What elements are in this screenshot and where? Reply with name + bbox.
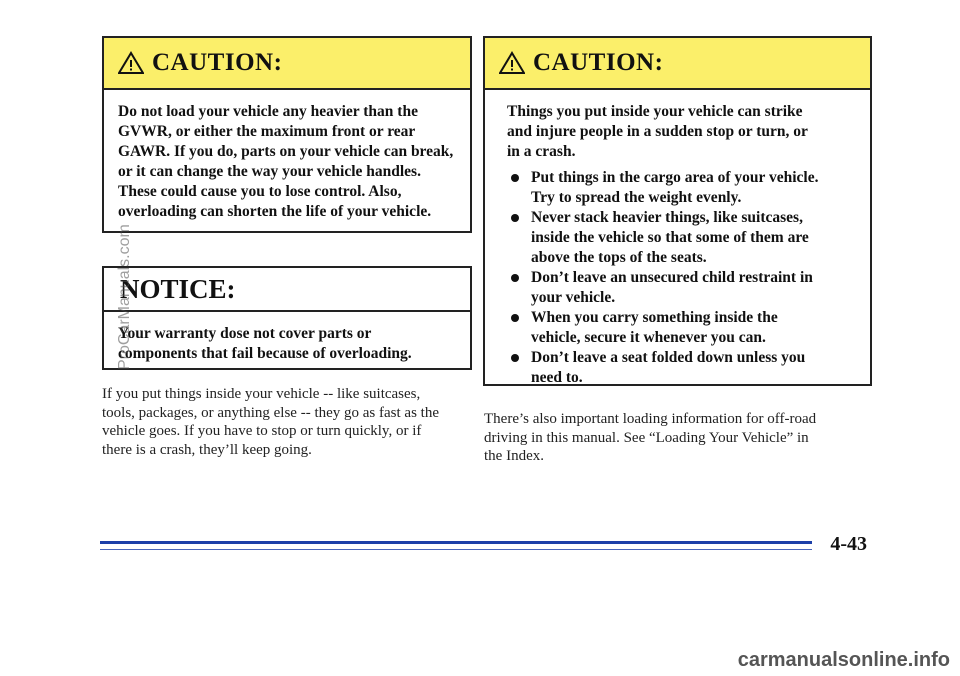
bullet-line: need to. (531, 369, 583, 386)
bullet-item (507, 348, 860, 388)
caution-line: Things you put inside your vehicle can strike (507, 103, 803, 120)
bullet-line: your vehicle. (531, 289, 616, 306)
bullet-line: above the tops of the seats. (531, 249, 707, 266)
caution-line: and injure people in a sudden stop or turn, or (507, 123, 808, 140)
body-paragraph-left (102, 385, 472, 459)
paragraph-line: tools, packages, or anything else -- they go as fast as the (102, 404, 439, 421)
caution-header (485, 38, 870, 90)
bullet-line: vehicle, secure it whenever you can. (531, 329, 766, 346)
caution-line: in a crash. (507, 143, 576, 160)
caution-line: These could cause you to lose control. Also, (118, 183, 402, 200)
notice-title: NOTICE: (120, 273, 236, 304)
caution-text (104, 90, 470, 222)
bullet-line: Try to spread the weight evenly. (531, 189, 742, 206)
bullet-line: Put things in the cargo area of your vehicle. (531, 169, 819, 186)
paragraph-line: there is a crash, they’ll keep going. (102, 441, 312, 458)
bullet-item (507, 268, 860, 308)
caution-line: Do not load your vehicle any heavier than the (118, 103, 418, 120)
bullet-line: Don’t leave an unsecured child restraint in (531, 269, 813, 286)
caution-title: CAUTION: (533, 49, 664, 76)
paragraph-line: If you put things inside your vehicle -- like suitcases, (102, 386, 421, 402)
caution-bullet-list (507, 168, 860, 388)
caution-box-right (483, 36, 872, 386)
notice-box (102, 266, 472, 370)
caution-text (485, 90, 870, 388)
footer-rule-thin (100, 549, 812, 550)
bullet-line: When you carry something inside the (531, 309, 778, 326)
bullet-line: Don’t leave a seat folded down unless you (531, 349, 806, 366)
paragraph-line: There’s also important loading information for off-road (484, 411, 817, 427)
warning-triangle-icon (499, 51, 525, 75)
caution-line: or it can change the way your vehicle handles. (118, 163, 421, 180)
notice-line: components that fail because of overloading. (118, 345, 412, 362)
footer-rule-thick (100, 541, 812, 544)
caution-line: GVWR, or either the maximum front or rear (118, 123, 416, 140)
paragraph-line: vehicle goes. If you have to stop or turn quickly, or if (102, 423, 422, 439)
side-watermark (116, 120, 136, 370)
side-watermark-text: ProCarManuals.com (116, 224, 133, 370)
caution-line: overloading can shorten the life of your vehicle. (118, 203, 432, 220)
paragraph-line: the Index. (484, 448, 544, 464)
notice-line: Your warranty dose not cover parts or (118, 325, 372, 342)
body-paragraph-right (484, 410, 872, 466)
bullet-item (507, 168, 860, 208)
notice-text (104, 312, 470, 364)
bullet-item (507, 208, 860, 268)
notice-header (104, 268, 470, 312)
paragraph-line: driving in this manual. See “Loading Your Vehicle” in (484, 429, 809, 446)
page-number: 4-43 (830, 533, 867, 555)
caution-header (104, 38, 470, 90)
caution-line: GAWR. If you do, parts on your vehicle can break, (118, 143, 454, 160)
bullet-line: Never stack heavier things, like suitcases, (531, 209, 803, 226)
caution-box-left (102, 36, 472, 233)
bullet-item (507, 308, 860, 348)
bullet-line: inside the vehicle so that some of them are (531, 229, 809, 246)
warning-triangle-icon (118, 51, 144, 75)
footer-watermark[interactable]: carmanualsonline.info (737, 649, 950, 671)
caution-title: CAUTION: (152, 49, 283, 76)
